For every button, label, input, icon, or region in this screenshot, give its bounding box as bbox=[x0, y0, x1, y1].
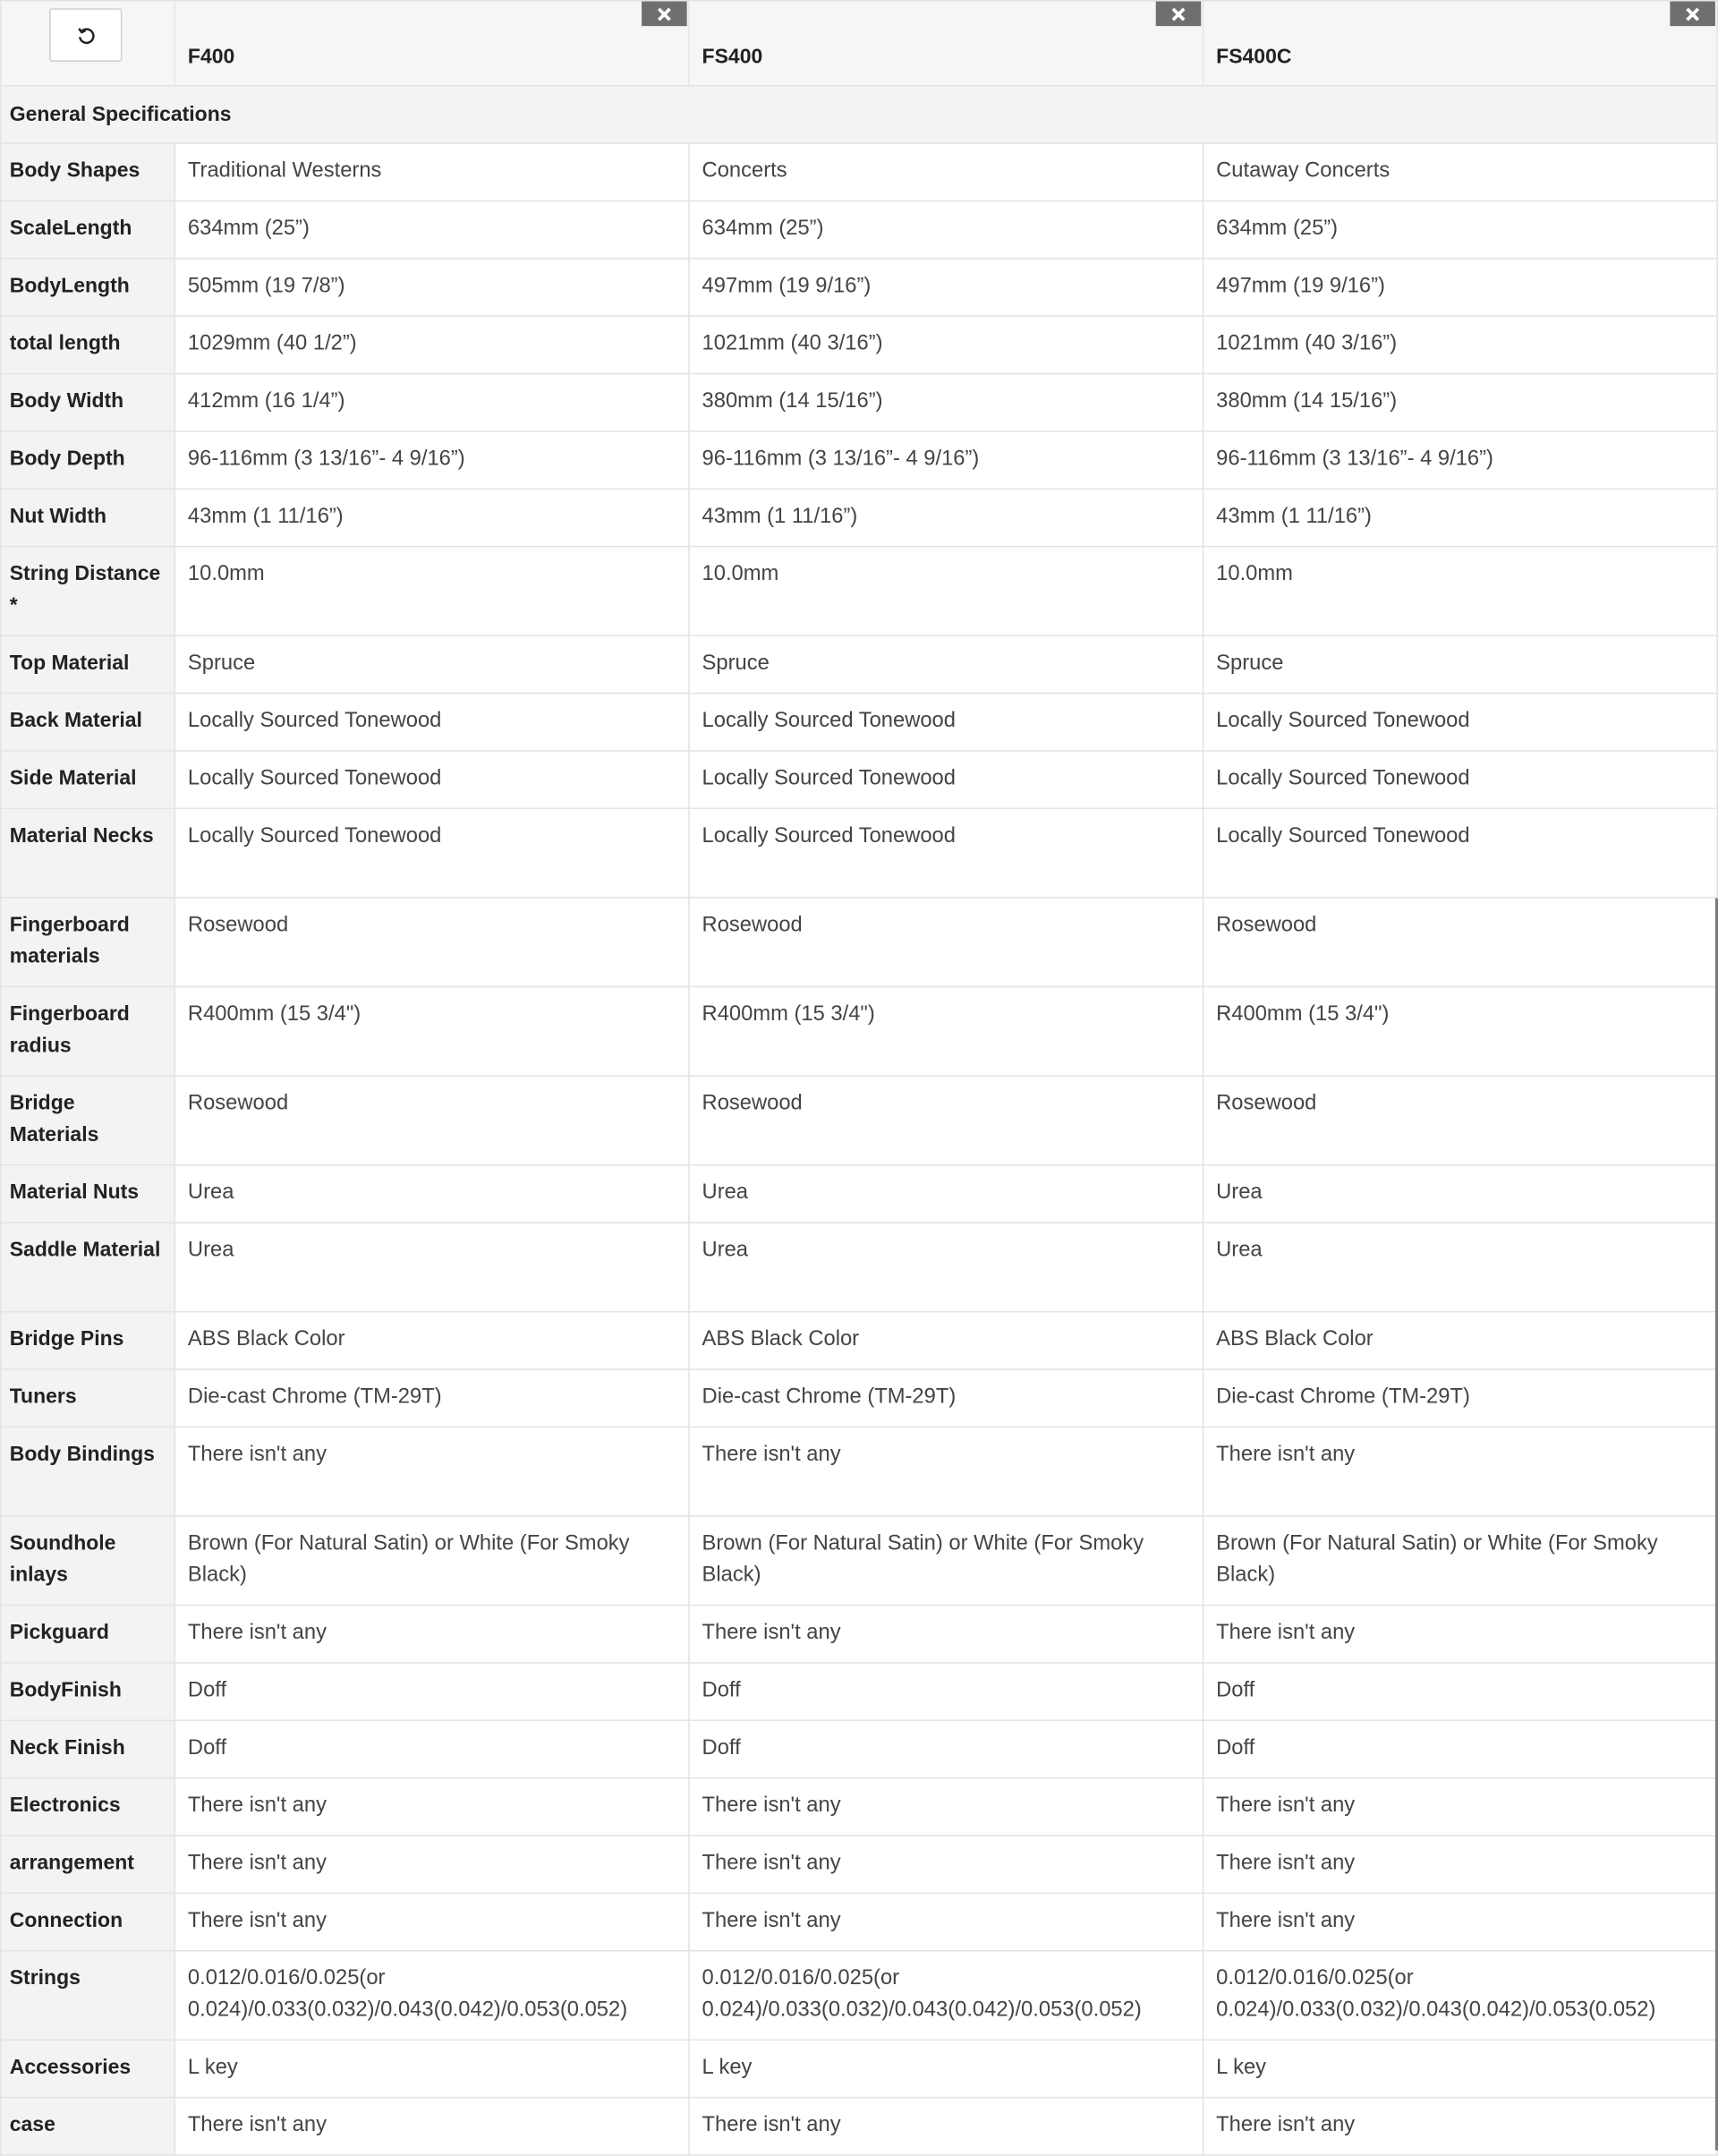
spec-value: R400mm (15 3/4") bbox=[1203, 986, 1718, 1076]
spec-value: Rosewood bbox=[174, 1076, 689, 1165]
spec-label: Soundhole inlays bbox=[1, 1516, 175, 1606]
remove-model-button[interactable] bbox=[1156, 2, 1202, 27]
spec-value: 0.012/0.016/0.025(or 0.024)/0.033(0.032)/0.043(0.042)/0.053(0.052) bbox=[689, 1951, 1203, 2041]
spec-value: Locally Sourced Tonewood bbox=[174, 808, 689, 898]
spec-row bbox=[1, 1778, 1717, 1836]
header-row bbox=[1, 1, 1717, 86]
spec-value: 1029mm (40 1/2”) bbox=[174, 316, 689, 373]
spec-value: L key bbox=[1203, 2040, 1718, 2097]
spec-value: Concerts bbox=[689, 143, 1203, 200]
section-row bbox=[1, 86, 1717, 143]
spec-value: Urea bbox=[174, 1165, 689, 1223]
spec-row bbox=[1, 1223, 1717, 1312]
spec-value: There isn't any bbox=[1203, 1606, 1718, 1663]
spec-value: 43mm (1 11/16”) bbox=[174, 489, 689, 546]
spec-label: Bridge Materials bbox=[1, 1076, 175, 1165]
spec-value: There isn't any bbox=[174, 1836, 689, 1893]
spec-value: 10.0mm bbox=[689, 547, 1203, 636]
spec-value: 96-116mm (3 13/16”- 4 9/16”) bbox=[689, 431, 1203, 489]
spec-value: There isn't any bbox=[689, 1778, 1203, 1836]
spec-label: BodyFinish bbox=[1, 1663, 175, 1720]
spec-value: Locally Sourced Tonewood bbox=[1203, 808, 1718, 898]
spec-row bbox=[1, 1312, 1717, 1369]
spec-value: L key bbox=[689, 2040, 1203, 2097]
close-icon bbox=[1685, 6, 1700, 21]
spec-value: 412mm (16 1/4”) bbox=[174, 374, 689, 431]
spec-row bbox=[1, 1836, 1717, 1893]
spec-value: Locally Sourced Tonewood bbox=[689, 694, 1203, 751]
spec-value: ABS Black Color bbox=[174, 1312, 689, 1369]
spec-value: 10.0mm bbox=[174, 547, 689, 636]
spec-value: There isn't any bbox=[174, 1427, 689, 1516]
spec-label: Body Width bbox=[1, 374, 175, 431]
spec-value: Urea bbox=[689, 1165, 1203, 1223]
spec-value: Rosewood bbox=[1203, 898, 1718, 987]
spec-value: Locally Sourced Tonewood bbox=[1203, 694, 1718, 751]
spec-value: 634mm (25”) bbox=[174, 200, 689, 258]
spec-label: Body Depth bbox=[1, 431, 175, 489]
spec-row bbox=[1, 143, 1717, 200]
close-icon bbox=[1171, 6, 1186, 21]
spec-value: Spruce bbox=[689, 635, 1203, 693]
spec-value: Rosewood bbox=[689, 898, 1203, 987]
spec-value: 505mm (19 7/8”) bbox=[174, 259, 689, 316]
spec-value: ABS Black Color bbox=[1203, 1312, 1718, 1369]
spec-label: arrangement bbox=[1, 1836, 175, 1893]
spec-value: R400mm (15 3/4") bbox=[689, 986, 1203, 1076]
spec-row bbox=[1, 200, 1717, 258]
spec-label: Top Material bbox=[1, 635, 175, 693]
spec-value: Doff bbox=[174, 1663, 689, 1720]
spec-value: There isn't any bbox=[1203, 2098, 1718, 2155]
spec-value: Doff bbox=[1203, 1663, 1718, 1720]
spec-value: There isn't any bbox=[689, 1893, 1203, 1950]
spec-row bbox=[1, 1663, 1717, 1720]
spec-value: 43mm (1 11/16”) bbox=[689, 489, 1203, 546]
spec-row bbox=[1, 1951, 1717, 2041]
spec-value: Doff bbox=[689, 1663, 1203, 1720]
spec-label: Saddle Material bbox=[1, 1223, 175, 1312]
remove-model-button[interactable] bbox=[1670, 2, 1715, 27]
spec-label: Tuners bbox=[1, 1369, 175, 1427]
spec-label: Fingerboard radius bbox=[1, 986, 175, 1076]
spec-label: Body Bindings bbox=[1, 1427, 175, 1516]
spec-value: Rosewood bbox=[1203, 1076, 1718, 1165]
spec-label: Pickguard bbox=[1, 1606, 175, 1663]
spec-label: case bbox=[1, 2098, 175, 2155]
spec-value: Rosewood bbox=[689, 1076, 1203, 1165]
spec-row bbox=[1, 751, 1717, 808]
spec-label: BodyLength bbox=[1, 259, 175, 316]
spec-value: Die-cast Chrome (TM-29T) bbox=[689, 1369, 1203, 1427]
spec-label: total length bbox=[1, 316, 175, 373]
spec-value: Rosewood bbox=[174, 898, 689, 987]
spec-value: Brown (For Natural Satin) or White (For Smoky Black) bbox=[689, 1516, 1203, 1606]
spec-value: ABS Black Color bbox=[689, 1312, 1203, 1369]
spec-value: 1021mm (40 3/16”) bbox=[689, 316, 1203, 373]
spec-value: L key bbox=[174, 2040, 689, 2097]
spec-value: There isn't any bbox=[1203, 1778, 1718, 1836]
model-header-3 bbox=[1203, 1, 1718, 86]
spec-value: There isn't any bbox=[689, 2098, 1203, 2155]
spec-row bbox=[1, 898, 1717, 987]
spec-row bbox=[1, 986, 1717, 1076]
spec-value: Cutaway Concerts bbox=[1203, 143, 1718, 200]
spec-value: Die-cast Chrome (TM-29T) bbox=[1203, 1369, 1718, 1427]
spec-value: 0.012/0.016/0.025(or 0.024)/0.033(0.032)/0.043(0.042)/0.053(0.052) bbox=[174, 1951, 689, 2041]
spec-row bbox=[1, 635, 1717, 693]
spec-value: Brown (For Natural Satin) or White (For Smoky Black) bbox=[174, 1516, 689, 1606]
spec-label: Strings bbox=[1, 1951, 175, 2041]
spec-value: There isn't any bbox=[1203, 1427, 1718, 1516]
spec-value: Urea bbox=[174, 1223, 689, 1312]
spec-value: There isn't any bbox=[174, 2098, 689, 2155]
reset-icon bbox=[75, 24, 98, 47]
spec-value: 634mm (25”) bbox=[1203, 200, 1718, 258]
spec-value: There isn't any bbox=[689, 1836, 1203, 1893]
spec-value: Doff bbox=[174, 1720, 689, 1777]
spec-value: Doff bbox=[689, 1720, 1203, 1777]
spec-value: There isn't any bbox=[1203, 1893, 1718, 1950]
spec-row bbox=[1, 2098, 1717, 2155]
close-icon bbox=[657, 6, 672, 21]
spec-value: 10.0mm bbox=[1203, 547, 1718, 636]
spec-label: Back Material bbox=[1, 694, 175, 751]
spec-value: Die-cast Chrome (TM-29T) bbox=[174, 1369, 689, 1427]
spec-value: 43mm (1 11/16”) bbox=[1203, 489, 1718, 546]
spec-row bbox=[1, 808, 1717, 898]
model-name: FS400C bbox=[1216, 45, 1292, 69]
spec-row bbox=[1, 374, 1717, 431]
spec-value: Locally Sourced Tonewood bbox=[174, 751, 689, 808]
spec-row bbox=[1, 1427, 1717, 1516]
spec-value: 497mm (19 9/16”) bbox=[1203, 259, 1718, 316]
spec-label: Electronics bbox=[1, 1778, 175, 1836]
spec-row bbox=[1, 2040, 1717, 2097]
spec-value: Urea bbox=[1203, 1165, 1718, 1223]
spec-row bbox=[1, 1606, 1717, 1663]
spec-row bbox=[1, 316, 1717, 373]
spec-value: R400mm (15 3/4") bbox=[174, 986, 689, 1076]
spec-label: String Distance * bbox=[1, 547, 175, 636]
spec-row bbox=[1, 1076, 1717, 1165]
spec-value: 0.012/0.016/0.025(or 0.024)/0.033(0.032)/0.043(0.042)/0.053(0.052) bbox=[1203, 1951, 1718, 2041]
spec-row bbox=[1, 547, 1717, 636]
reset-button[interactable] bbox=[49, 8, 122, 62]
spec-row bbox=[1, 1369, 1717, 1427]
spec-value: 96-116mm (3 13/16”- 4 9/16”) bbox=[174, 431, 689, 489]
spec-value: Locally Sourced Tonewood bbox=[1203, 751, 1718, 808]
spec-label: Neck Finish bbox=[1, 1720, 175, 1777]
model-name: F400 bbox=[187, 45, 235, 69]
spec-value: 497mm (19 9/16”) bbox=[689, 259, 1203, 316]
spec-value: 96-116mm (3 13/16”- 4 9/16”) bbox=[1203, 431, 1718, 489]
spec-label: Bridge Pins bbox=[1, 1312, 175, 1369]
spec-row bbox=[1, 259, 1717, 316]
spec-value: There isn't any bbox=[174, 1893, 689, 1950]
spec-row bbox=[1, 431, 1717, 489]
spec-value: There isn't any bbox=[1203, 1836, 1718, 1893]
spec-label: ScaleLength bbox=[1, 200, 175, 258]
spec-label: Nut Width bbox=[1, 489, 175, 546]
spec-value: 634mm (25”) bbox=[689, 200, 1203, 258]
spec-row bbox=[1, 1720, 1717, 1777]
section-title: General Specifications bbox=[1, 86, 1717, 143]
spec-value: There isn't any bbox=[689, 1606, 1203, 1663]
spec-value: Locally Sourced Tonewood bbox=[689, 808, 1203, 898]
reset-cell bbox=[1, 1, 175, 86]
spec-value: Traditional Westerns bbox=[174, 143, 689, 200]
model-header-1 bbox=[174, 1, 689, 86]
spec-value: Urea bbox=[1203, 1223, 1718, 1312]
spec-value: 380mm (14 15/16”) bbox=[689, 374, 1203, 431]
spec-value: There isn't any bbox=[174, 1606, 689, 1663]
spec-value: Brown (For Natural Satin) or White (For Smoky Black) bbox=[1203, 1516, 1718, 1606]
spec-label: Side Material bbox=[1, 751, 175, 808]
remove-model-button[interactable] bbox=[642, 2, 687, 27]
spec-label: Connection bbox=[1, 1893, 175, 1950]
spec-row bbox=[1, 1165, 1717, 1223]
spec-row bbox=[1, 489, 1717, 546]
model-header-2 bbox=[689, 1, 1203, 86]
spec-value: 380mm (14 15/16”) bbox=[1203, 374, 1718, 431]
model-name: FS400 bbox=[702, 45, 763, 69]
spec-row bbox=[1, 1893, 1717, 1950]
spec-value: Urea bbox=[689, 1223, 1203, 1312]
spec-row bbox=[1, 1516, 1717, 1606]
spec-value: There isn't any bbox=[689, 1427, 1203, 1516]
spec-value: Spruce bbox=[1203, 635, 1718, 693]
spec-label: Body Shapes bbox=[1, 143, 175, 200]
spec-value: Locally Sourced Tonewood bbox=[689, 751, 1203, 808]
spec-value: Spruce bbox=[174, 635, 689, 693]
spec-label: Accessories bbox=[1, 2040, 175, 2097]
spec-value: 1021mm (40 3/16”) bbox=[1203, 316, 1718, 373]
spec-value: Locally Sourced Tonewood bbox=[174, 694, 689, 751]
spec-row bbox=[1, 694, 1717, 751]
spec-value: Doff bbox=[1203, 1720, 1718, 1777]
spec-label: Material Necks bbox=[1, 808, 175, 898]
spec-label: Fingerboard materials bbox=[1, 898, 175, 987]
spec-value: There isn't any bbox=[174, 1778, 689, 1836]
spec-label: Material Nuts bbox=[1, 1165, 175, 1223]
